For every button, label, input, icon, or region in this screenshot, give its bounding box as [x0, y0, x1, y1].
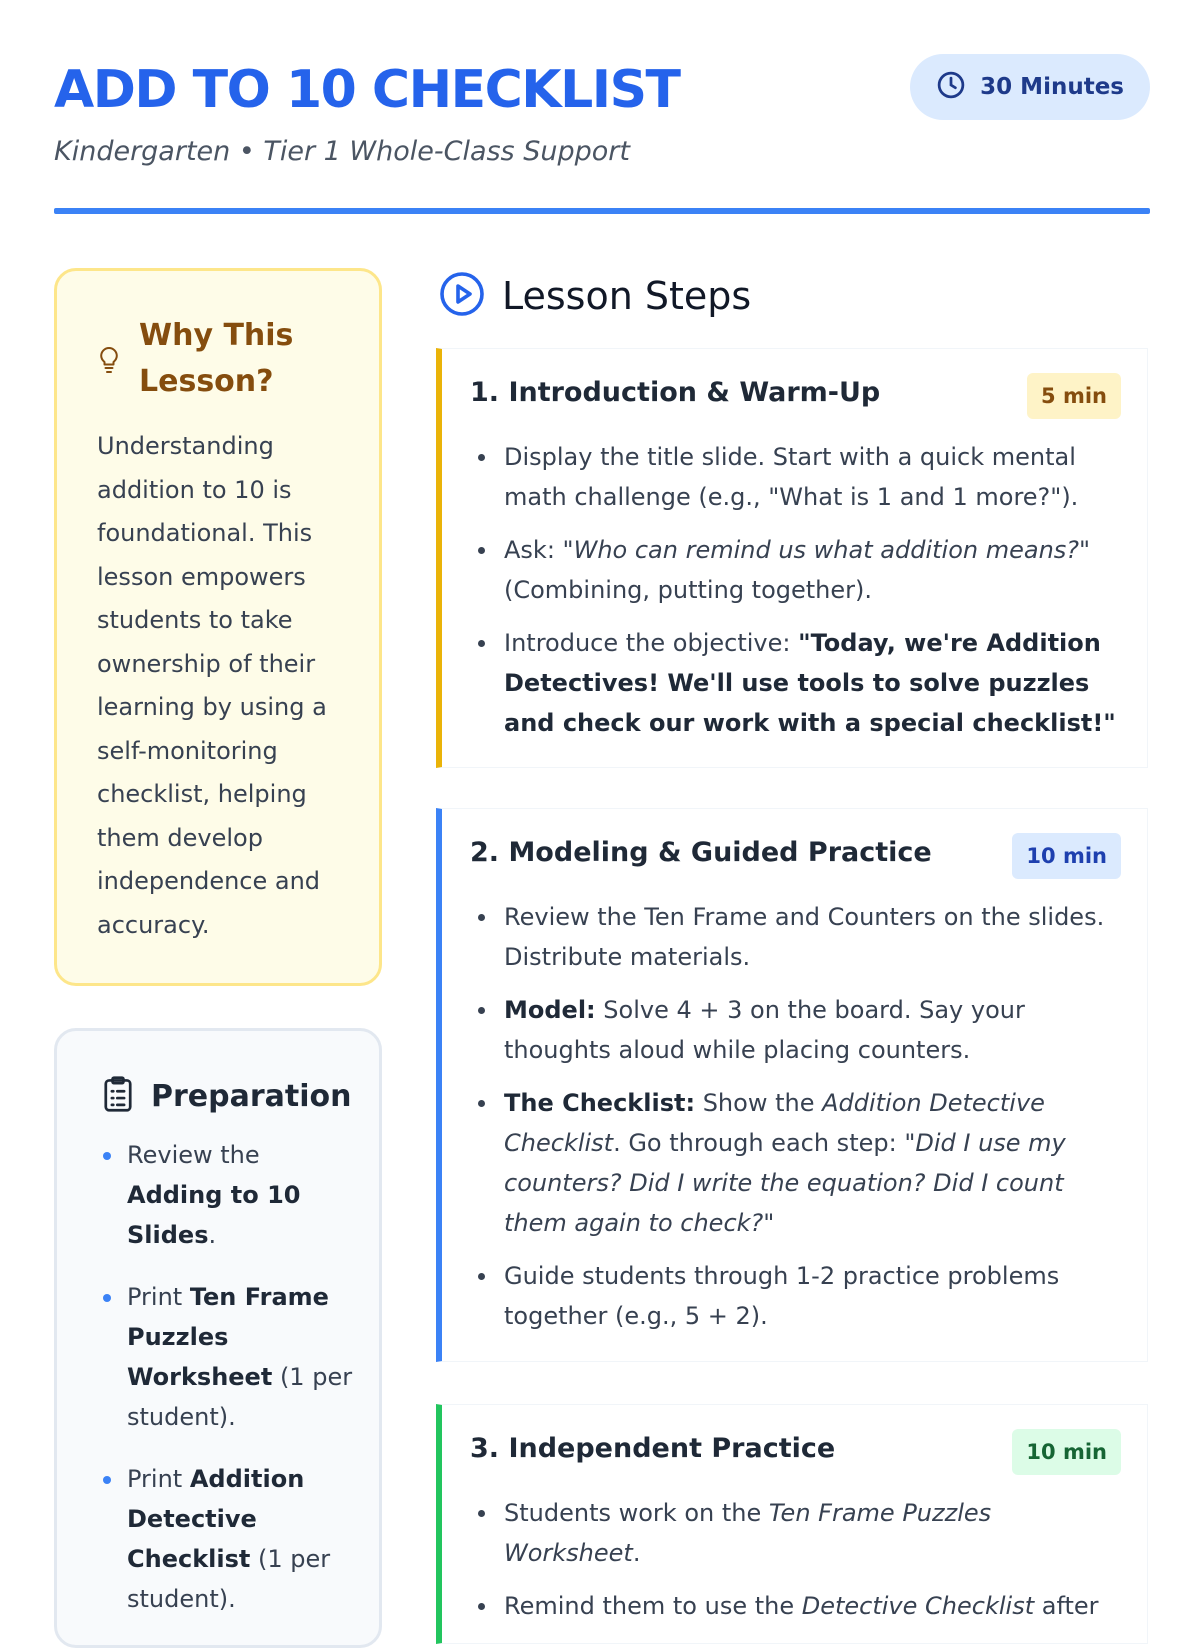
step-list [478, 437, 1118, 756]
duration-label: 30 Minutes [980, 74, 1124, 100]
list-item: Review the Adding to 10 Slides. [97, 1135, 357, 1255]
play-circle-icon [438, 270, 486, 322]
page-title: ADD TO 10 CHECKLIST [54, 60, 680, 120]
step-title: 2. Modeling & Guided Practice [470, 837, 932, 868]
step-title: 3. Independent Practice [470, 1433, 836, 1464]
list-item: Guide students through 1-2 practice problems together (e.g., 5 + 2). [478, 1256, 1118, 1336]
preparation-card [54, 1028, 382, 1648]
list-item: Print Ten Frame Puzzles Worksheet (1 per student). [97, 1277, 357, 1437]
step-list [478, 897, 1118, 1349]
why-card-header [97, 313, 339, 405]
list-item: Introduce the objective: "Today, we're Addition Detectives! We'll use tools to solve puzzles and check our work with a special checklist!" [478, 623, 1118, 743]
preparation-title: Preparation [151, 1078, 352, 1114]
list-item: The Checklist: Show the Addition Detective Checklist. Go through each step: "Did I use my counters? Did I write the equation? Did I count them again to check?" [478, 1083, 1118, 1243]
preparation-header [101, 1075, 351, 1117]
step-duration-badge: 5 min [1027, 373, 1121, 419]
lesson-steps-title: Lesson Steps [502, 274, 752, 318]
duration-badge [910, 54, 1150, 120]
list-item: Remind them to use the Detective Checklist after [478, 1586, 1118, 1626]
lesson-steps-header [438, 270, 751, 322]
why-card-title: Why This Lesson? [139, 318, 294, 399]
step-card-independent-practice [436, 1404, 1148, 1644]
list-item: Model: Solve 4 + 3 on the board. Say your thoughts aloud while placing counters. [478, 990, 1118, 1070]
step-card-warm-up [436, 348, 1148, 768]
list-item: Ask: "Who can remind us what addition means?" (Combining, putting together). [478, 530, 1118, 610]
list-item: Print Addition Detective Checklist (1 per student). [97, 1459, 357, 1619]
list-item: Students work on the Ten Frame Puzzles Worksheet. [478, 1493, 1118, 1573]
list-item: Display the title slide. Start with a quick mental math challenge (e.g., "What is 1 and 1 more?"). [478, 437, 1118, 517]
list-item: Review the Ten Frame and Counters on the slides. Distribute materials. [478, 897, 1118, 977]
step-title: 1. Introduction & Warm-Up [470, 377, 881, 408]
lightbulb-icon [97, 345, 125, 379]
page-header [54, 52, 1150, 214]
clipboard-icon [101, 1075, 135, 1117]
step-duration-badge: 10 min [1012, 1429, 1121, 1475]
step-list [478, 1493, 1118, 1639]
step-duration-badge: 10 min [1012, 833, 1121, 879]
clock-icon [936, 70, 966, 104]
why-card-body: Understanding addition to 10 is foundational. This lesson empowers students to take ownership of their learning by using a self-monitoring checklist, helping them develop independence and accuracy. [97, 432, 327, 939]
header-divider [54, 208, 1150, 214]
page-subtitle: Kindergarten • Tier 1 Whole-Class Support [54, 136, 630, 167]
why-this-lesson-card [54, 268, 382, 986]
preparation-list [97, 1135, 357, 1641]
step-card-modeling [436, 808, 1148, 1362]
